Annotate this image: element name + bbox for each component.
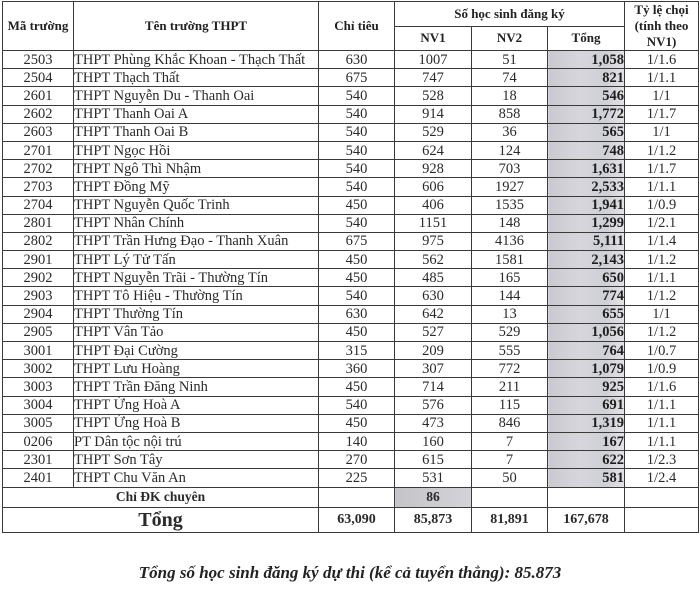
cell-nv2: 1581 (472, 251, 548, 269)
cell-nv1: 160 (395, 432, 472, 450)
table-row (3, 360, 699, 378)
grand-total-nv1: 85,873 (395, 507, 472, 532)
cell-quota: 315 (319, 342, 395, 360)
cell-school-code: 2701 (3, 141, 74, 159)
cell-total: 1,299 (548, 214, 625, 232)
header-school-name: Tên trường THPT (74, 2, 319, 51)
cell-school-name: THPT Vân Tảo (74, 323, 319, 341)
specialized-only-label: Chỉ ĐK chuyên (3, 487, 319, 507)
cell-ratio: 1/1.2 (625, 287, 699, 305)
cell-quota: 540 (319, 87, 395, 105)
cell-school-name: THPT Tô Hiệu - Thường Tín (74, 287, 319, 305)
cell-ratio: 1/1.2 (625, 141, 699, 159)
cell-school-code: 2901 (3, 251, 74, 269)
cell-school-name: THPT Trần Đăng Ninh (74, 378, 319, 396)
cell-total: 622 (548, 451, 625, 469)
cell-ratio: 1/1 (625, 123, 699, 141)
table-row (3, 451, 699, 469)
cell-quota: 540 (319, 123, 395, 141)
cell-quota: 540 (319, 396, 395, 414)
cell-quota: 225 (319, 469, 395, 487)
cell-nv1: 307 (395, 360, 472, 378)
cell-nv1: 630 (395, 287, 472, 305)
cell-school-code: 2904 (3, 305, 74, 323)
cell-school-name: THPT Phùng Khắc Khoan - Thạch Thất (74, 51, 319, 69)
cell-school-name: THPT Nguyễn Trãi - Thường Tín (74, 269, 319, 287)
cell-nv2: 772 (472, 360, 548, 378)
cell-ratio: 1/1.1 (625, 396, 699, 414)
table-row (3, 378, 699, 396)
table-row (3, 305, 699, 323)
cell-school-name: PT Dân tộc nội trú (74, 432, 319, 450)
header-ratio: Tỷ lệ chọi (tính theo NV1) (625, 2, 699, 51)
cell-quota: 540 (319, 287, 395, 305)
cell-quota: 360 (319, 360, 395, 378)
cell-school-code: 2602 (3, 105, 74, 123)
cell-ratio: 1/1.2 (625, 323, 699, 341)
cell-quota: 540 (319, 105, 395, 123)
cell-school-name: THPT Lưu Hoàng (74, 360, 319, 378)
registration-table (2, 1, 699, 533)
cell-ratio: 1/1.7 (625, 160, 699, 178)
table-row (3, 69, 699, 87)
cell-ratio: 1/1 (625, 305, 699, 323)
cell-school-name: THPT Trần Hưng Đạo - Thanh Xuân (74, 232, 319, 250)
cell-nv1: 576 (395, 396, 472, 414)
cell-school-code: 3003 (3, 378, 74, 396)
cell-quota: 630 (319, 51, 395, 69)
cell-nv1: 914 (395, 105, 472, 123)
specialized-only-row (3, 487, 699, 507)
cell-ratio: 1/1.4 (625, 232, 699, 250)
cell-total: 1,079 (548, 360, 625, 378)
table-row (3, 87, 699, 105)
cell-school-code: 2603 (3, 123, 74, 141)
cell-school-code: 2301 (3, 451, 74, 469)
table-row (3, 141, 699, 159)
grand-total-label: Tổng (3, 507, 319, 532)
grand-total-total: 167,678 (548, 507, 625, 532)
cell-school-name: THPT Lý Tử Tấn (74, 251, 319, 269)
cell-nv2: 529 (472, 323, 548, 341)
cell-total: 1,772 (548, 105, 625, 123)
cell-ratio: 1/1.2 (625, 251, 699, 269)
table-row (3, 123, 699, 141)
grand-total-ratio (625, 507, 699, 532)
header-nv1: NV1 (395, 26, 472, 51)
cell-school-name: THPT Nguyễn Quốc Trinh (74, 196, 319, 214)
cell-ratio: 1/1.7 (625, 105, 699, 123)
cell-quota: 540 (319, 214, 395, 232)
cell-nv2: 7 (472, 451, 548, 469)
cell-nv1: 642 (395, 305, 472, 323)
cell-school-code: 2504 (3, 69, 74, 87)
cell-nv2: 51 (472, 51, 548, 69)
table-row (3, 51, 699, 69)
cell-nv2: 1927 (472, 178, 548, 196)
summary-caption: Tổng số học sinh đăng ký dự thi (kể cả tuyển thẳng): 85.873 (138, 563, 562, 582)
header-nv2: NV2 (472, 26, 548, 51)
table-row (3, 105, 699, 123)
cell-total: 167 (548, 432, 625, 450)
cell-total: 774 (548, 287, 625, 305)
cell-school-code: 2703 (3, 178, 74, 196)
cell-nv1: 529 (395, 123, 472, 141)
cell-quota: 630 (319, 305, 395, 323)
cell-nv1: 528 (395, 87, 472, 105)
cell-school-code: 2401 (3, 469, 74, 487)
specialized-nv2 (472, 487, 548, 507)
cell-quota: 450 (319, 196, 395, 214)
cell-nv1: 928 (395, 160, 472, 178)
cell-nv1: 1151 (395, 214, 472, 232)
cell-nv2: 4136 (472, 232, 548, 250)
cell-nv1: 714 (395, 378, 472, 396)
cell-school-code: 2802 (3, 232, 74, 250)
cell-ratio: 1/1.6 (625, 51, 699, 69)
cell-ratio: 1/1 (625, 87, 699, 105)
table-row (3, 432, 699, 450)
specialized-nv1: 86 (395, 487, 472, 507)
cell-school-name: THPT Thanh Oai A (74, 105, 319, 123)
cell-school-code: 3002 (3, 360, 74, 378)
cell-nv1: 485 (395, 269, 472, 287)
cell-school-name: THPT Thạch Thất (74, 69, 319, 87)
cell-school-name: THPT Ngô Thì Nhậm (74, 160, 319, 178)
grand-total-row (3, 507, 699, 532)
cell-school-code: 2902 (3, 269, 74, 287)
cell-total: 764 (548, 342, 625, 360)
cell-quota: 450 (319, 378, 395, 396)
table-row (3, 251, 699, 269)
table-row (3, 469, 699, 487)
cell-nv1: 624 (395, 141, 472, 159)
cell-quota: 450 (319, 269, 395, 287)
cell-school-code: 2601 (3, 87, 74, 105)
cell-total: 2,143 (548, 251, 625, 269)
cell-school-name: THPT Ứng Hoà B (74, 414, 319, 432)
cell-nv1: 406 (395, 196, 472, 214)
cell-total: 1,319 (548, 414, 625, 432)
cell-ratio: 1/1.1 (625, 69, 699, 87)
table-row (3, 178, 699, 196)
cell-school-code: 2903 (3, 287, 74, 305)
cell-quota: 270 (319, 451, 395, 469)
cell-nv1: 747 (395, 69, 472, 87)
header-total: Tổng (548, 26, 625, 51)
cell-nv2: 1535 (472, 196, 548, 214)
cell-total: 2,533 (548, 178, 625, 196)
cell-school-name: THPT Nhân Chính (74, 214, 319, 232)
cell-nv2: 703 (472, 160, 548, 178)
cell-school-name: THPT Ngọc Hồi (74, 141, 319, 159)
grand-total-nv2: 81,891 (472, 507, 548, 532)
cell-total: 546 (548, 87, 625, 105)
cell-nv2: 148 (472, 214, 548, 232)
cell-quota: 675 (319, 69, 395, 87)
cell-nv1: 562 (395, 251, 472, 269)
cell-nv2: 74 (472, 69, 548, 87)
cell-total: 1,056 (548, 323, 625, 341)
cell-nv2: 50 (472, 469, 548, 487)
table-row (3, 414, 699, 432)
table-row (3, 342, 699, 360)
table-row (3, 323, 699, 341)
specialized-total (548, 487, 625, 507)
cell-quota: 450 (319, 251, 395, 269)
cell-total: 565 (548, 123, 625, 141)
header-quota: Chỉ tiêu (319, 2, 395, 51)
table-row (3, 160, 699, 178)
cell-total: 821 (548, 69, 625, 87)
cell-nv2: 124 (472, 141, 548, 159)
cell-nv2: 846 (472, 414, 548, 432)
cell-quota: 450 (319, 323, 395, 341)
cell-school-code: 2503 (3, 51, 74, 69)
cell-ratio: 1/0.9 (625, 196, 699, 214)
cell-school-name: THPT Thường Tín (74, 305, 319, 323)
cell-ratio: 1/1.1 (625, 432, 699, 450)
cell-school-code: 3004 (3, 396, 74, 414)
cell-nv2: 18 (472, 87, 548, 105)
cell-school-name: THPT Đồng Mỹ (74, 178, 319, 196)
cell-nv1: 615 (395, 451, 472, 469)
cell-school-code: 2704 (3, 196, 74, 214)
cell-school-name: THPT Thanh Oai B (74, 123, 319, 141)
cell-nv2: 555 (472, 342, 548, 360)
cell-school-code: 0206 (3, 432, 74, 450)
cell-school-code: 3005 (3, 414, 74, 432)
cell-total: 581 (548, 469, 625, 487)
cell-school-code: 3001 (3, 342, 74, 360)
cell-nv2: 165 (472, 269, 548, 287)
cell-nv1: 606 (395, 178, 472, 196)
table-row (3, 214, 699, 232)
cell-school-code: 2905 (3, 323, 74, 341)
cell-total: 655 (548, 305, 625, 323)
cell-quota: 540 (319, 141, 395, 159)
cell-ratio: 1/1.1 (625, 178, 699, 196)
header-school-code: Mã trường (3, 2, 74, 51)
cell-nv2: 36 (472, 123, 548, 141)
cell-total: 1,941 (548, 196, 625, 214)
cell-nv2: 7 (472, 432, 548, 450)
cell-nv2: 115 (472, 396, 548, 414)
cell-ratio: 1/0.9 (625, 360, 699, 378)
table-row (3, 232, 699, 250)
cell-school-name: THPT Chu Văn An (74, 469, 319, 487)
specialized-quota (319, 487, 395, 507)
table-row (3, 196, 699, 214)
cell-nv1: 527 (395, 323, 472, 341)
cell-school-name: THPT Nguyễn Du - Thanh Oai (74, 87, 319, 105)
header-registered-group: Số học sinh đăng ký (395, 2, 625, 27)
cell-total: 925 (548, 378, 625, 396)
cell-quota: 450 (319, 414, 395, 432)
cell-school-name: THPT Ứng Hoà A (74, 396, 319, 414)
cell-school-name: THPT Sơn Tây (74, 451, 319, 469)
cell-ratio: 1/2.4 (625, 469, 699, 487)
table-row (3, 269, 699, 287)
table-row (3, 287, 699, 305)
cell-ratio: 1/1.6 (625, 378, 699, 396)
cell-total: 5,111 (548, 232, 625, 250)
cell-nv1: 531 (395, 469, 472, 487)
cell-quota: 140 (319, 432, 395, 450)
cell-quota: 675 (319, 232, 395, 250)
cell-quota: 540 (319, 178, 395, 196)
cell-ratio: 1/1.1 (625, 269, 699, 287)
cell-nv2: 211 (472, 378, 548, 396)
cell-nv1: 209 (395, 342, 472, 360)
cell-ratio: 1/2.3 (625, 451, 699, 469)
cell-nv2: 144 (472, 287, 548, 305)
cell-ratio: 1/2.1 (625, 214, 699, 232)
cell-school-name: THPT Đại Cường (74, 342, 319, 360)
cell-school-code: 2801 (3, 214, 74, 232)
cell-school-code: 2702 (3, 160, 74, 178)
cell-nv1: 975 (395, 232, 472, 250)
cell-ratio: 1/0.7 (625, 342, 699, 360)
cell-total: 1,631 (548, 160, 625, 178)
table-row (3, 396, 699, 414)
cell-nv1: 473 (395, 414, 472, 432)
specialized-ratio (625, 487, 699, 507)
grand-total-quota: 63,090 (319, 507, 395, 532)
cell-total: 691 (548, 396, 625, 414)
cell-nv2: 13 (472, 305, 548, 323)
cell-ratio: 1/1.1 (625, 414, 699, 432)
cell-total: 650 (548, 269, 625, 287)
cell-quota: 540 (319, 160, 395, 178)
cell-nv1: 1007 (395, 51, 472, 69)
cell-nv2: 858 (472, 105, 548, 123)
cell-total: 748 (548, 141, 625, 159)
cell-total: 1,058 (548, 51, 625, 69)
